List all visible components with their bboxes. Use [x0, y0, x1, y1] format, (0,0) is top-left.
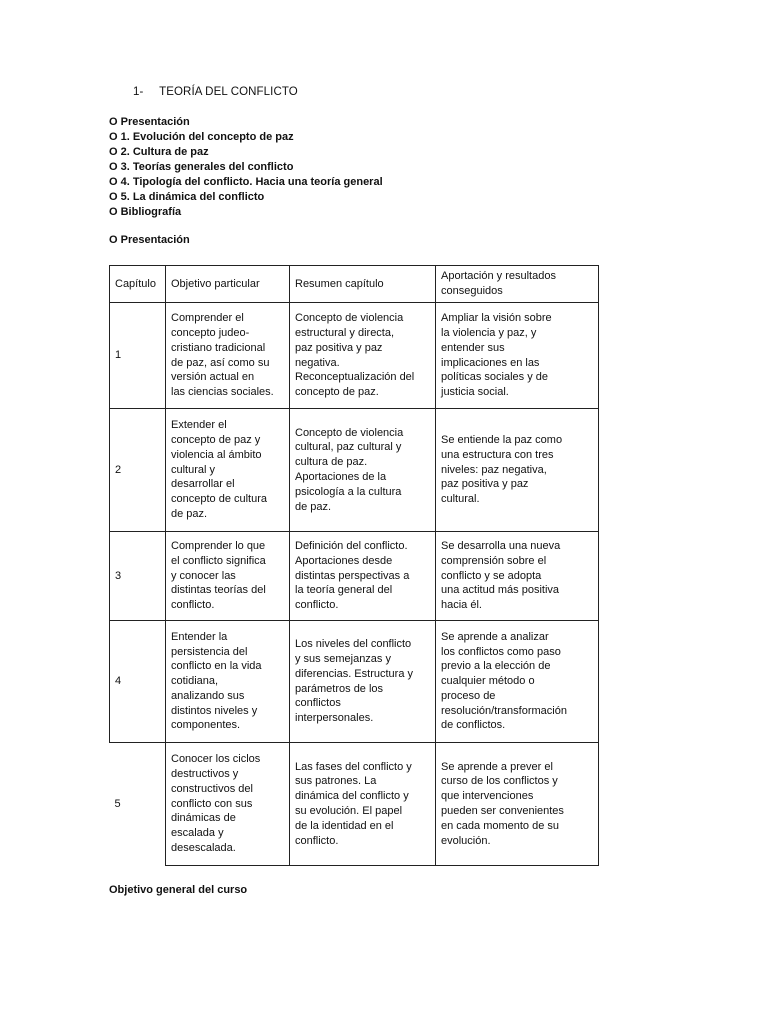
section-title-objetivo-general: Objetivo general del curso: [109, 884, 248, 896]
cell-result: Ampliar la visión sobre la violencia y paz, y entender sus implicaciones en las políticas sociales y de justicia social.: [436, 303, 599, 409]
column-header-objetivo: Objetivo particular: [166, 266, 290, 303]
cell-chapter: 1: [110, 303, 166, 409]
column-header-capitulo: Capítulo: [110, 266, 166, 303]
cell-summary: Los niveles del conflicto y sus semejanzas y diferencias. Estructura y parámetros de los conflictos interpersonales.: [290, 621, 436, 743]
column-header-aportacion: Aportación y resultados conseguidos: [436, 266, 599, 303]
cell-chapter: 3: [110, 532, 166, 621]
heading-title: TEORÍA DEL CONFLICTO: [159, 86, 298, 98]
section-title-presentacion: O Presentación: [109, 234, 190, 246]
table-row: [110, 743, 599, 866]
cell-chapter: 2: [110, 409, 166, 532]
cell-result: Se desarrolla una nueva comprensión sobre el conflicto y se adopta una actitud más positiva hacia él.: [436, 532, 599, 621]
cell-chapter: 5: [110, 743, 166, 866]
cell-result: Se aprende a analizar los conflictos como paso previo a la elección de cualquier método o proceso de resolución/transformación de conflictos.: [436, 621, 599, 743]
table-row: [110, 532, 599, 621]
toc-item-4: O 4. Tipología del conflicto. Hacia una teoría general: [109, 176, 383, 188]
table-row: [110, 621, 599, 743]
toc-item-presentacion: O Presentación: [109, 116, 190, 128]
column-header-resumen: Resumen capítulo: [290, 266, 436, 303]
toc-item-bibliografia: O Bibliografía: [109, 206, 182, 218]
heading-number: 1-: [133, 86, 144, 98]
toc-item-1: O 1. Evolución del concepto de paz: [109, 131, 294, 143]
cell-summary: Concepto de violencia estructural y directa, paz positiva y paz negativa. Reconceptualización del concepto de paz.: [290, 303, 436, 409]
cell-objective: Comprender lo que el conflicto significa y conocer las distintas teorías del conflicto.: [166, 532, 290, 621]
table-header-row: [110, 266, 599, 303]
cell-objective: Entender la persistencia del conflicto en la vida cotidiana, analizando sus distintos niveles y componentes.: [166, 621, 290, 743]
document-heading: [133, 86, 298, 98]
cell-result: Se entiende la paz como una estructura con tres niveles: paz negativa, paz positiva y paz cultural.: [436, 409, 599, 532]
table-row: [110, 303, 599, 409]
cell-objective: Comprender el concepto judeo- cristiano tradicional de paz, así como su versión actual en las ciencias sociales.: [166, 303, 290, 409]
cell-chapter: 4: [110, 621, 166, 743]
cell-summary: Concepto de violencia cultural, paz cultural y cultura de paz. Aportaciones de la psicología a la cultura de paz.: [290, 409, 436, 532]
cell-result: Se aprende a prever el curso de los conflictos y que intervenciones pueden ser convenientes en cada momento de su evolución.: [436, 743, 599, 866]
table-of-contents: [109, 115, 383, 220]
cell-objective: Conocer los ciclos destructivos y constructivos del conflicto con sus dinámicas de escalada y desescalada.: [166, 743, 290, 866]
cell-summary: Las fases del conflicto y sus patrones. La dinámica del conflicto y su evolución. El papel de la identidad en el conflicto.: [290, 743, 436, 866]
toc-item-2: O 2. Cultura de paz: [109, 146, 209, 158]
cell-objective: Extender el concepto de paz y violencia al ámbito cultural y desarrollar el concepto de cultura de paz.: [166, 409, 290, 532]
table-row: [110, 409, 599, 532]
cell-summary: Definición del conflicto. Aportaciones desde distintas perspectivas a la teoría general del conflicto.: [290, 532, 436, 621]
toc-item-3: O 3. Teorías generales del conflicto: [109, 161, 294, 173]
chapters-table: [109, 265, 599, 866]
toc-item-5: O 5. La dinámica del conflicto: [109, 191, 265, 203]
